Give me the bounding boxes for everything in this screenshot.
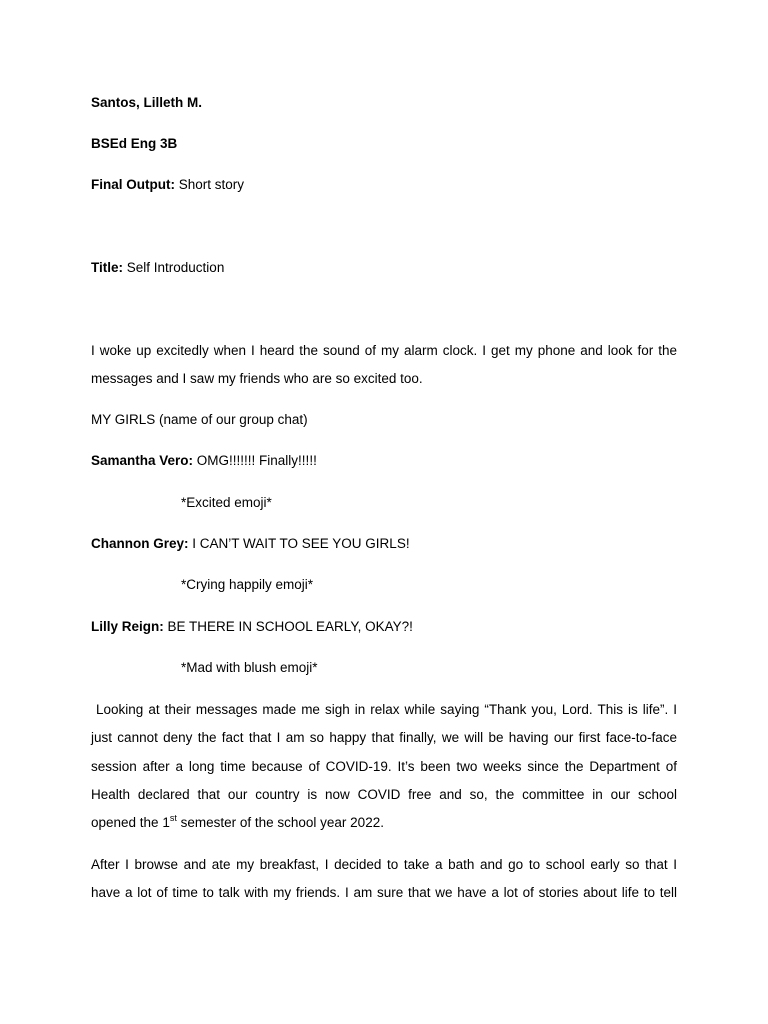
para2-line-1: After I browse and ate my breakfast, I decided to take a bath and go to school early so that I: [91, 857, 677, 872]
chat-text: BE THERE IN SCHOOL EARLY, OKAY?!: [163, 619, 413, 634]
title-line: [91, 260, 224, 275]
intro-line-1: I woke up excitedly when I heard the sound of my alarm clock. I get my phone and look for the: [91, 343, 677, 358]
chat-text: I CAN’T WAIT TO SEE YOU GIRLS!: [188, 536, 410, 551]
para1-line-1: Looking at their messages made me sigh in relax while saying “Thank you, Lord. This is life”. I: [91, 702, 677, 717]
chat-speaker: Samantha Vero:: [91, 453, 194, 468]
final-output-value: Short story: [174, 177, 245, 192]
chat-emoji-note: *Excited emoji*: [181, 495, 272, 510]
course-section: BSEd Eng 3B: [91, 136, 178, 151]
para2-line-2: have a lot of time to talk with my friends. I am sure that we have a lot of stories about life to tell: [91, 885, 677, 900]
para1-line-3: session after a long time because of COVID-19. It’s been two weeks since the Department of: [91, 759, 677, 774]
chat-message: [91, 453, 317, 468]
para1-line-5: opened the 1st semester of the school year 2022.: [91, 812, 384, 830]
title-value: Self Introduction: [123, 260, 225, 275]
title-label: Title:: [91, 260, 124, 275]
chat-speaker: Lilly Reign:: [91, 619, 164, 634]
author-name: Santos, Lilleth M.: [91, 95, 203, 110]
chat-message: [91, 619, 413, 634]
final-output-label: Final Output:: [91, 177, 175, 192]
intro-line-2: messages and I saw my friends who are so excited too.: [91, 371, 423, 386]
chat-text: OMG!!!!!!! Finally!!!!!: [193, 453, 317, 468]
chat-speaker: Channon Grey:: [91, 536, 189, 551]
group-chat-name: MY GIRLS (name of our group chat): [91, 412, 308, 427]
chat-emoji-note: *Crying happily emoji*: [181, 577, 314, 592]
chat-message: [91, 536, 410, 551]
ordinal-suffix: st: [169, 812, 177, 823]
chat-emoji-note: *Mad with blush emoji*: [181, 660, 318, 675]
para1-line-4: Health declared that our country is now COVID free and so, the committee in our school: [91, 787, 677, 802]
final-output-line: [91, 177, 244, 192]
para1-line-2: just cannot deny the fact that I am so happy that finally, we will be having our first face-to-face: [91, 730, 677, 745]
